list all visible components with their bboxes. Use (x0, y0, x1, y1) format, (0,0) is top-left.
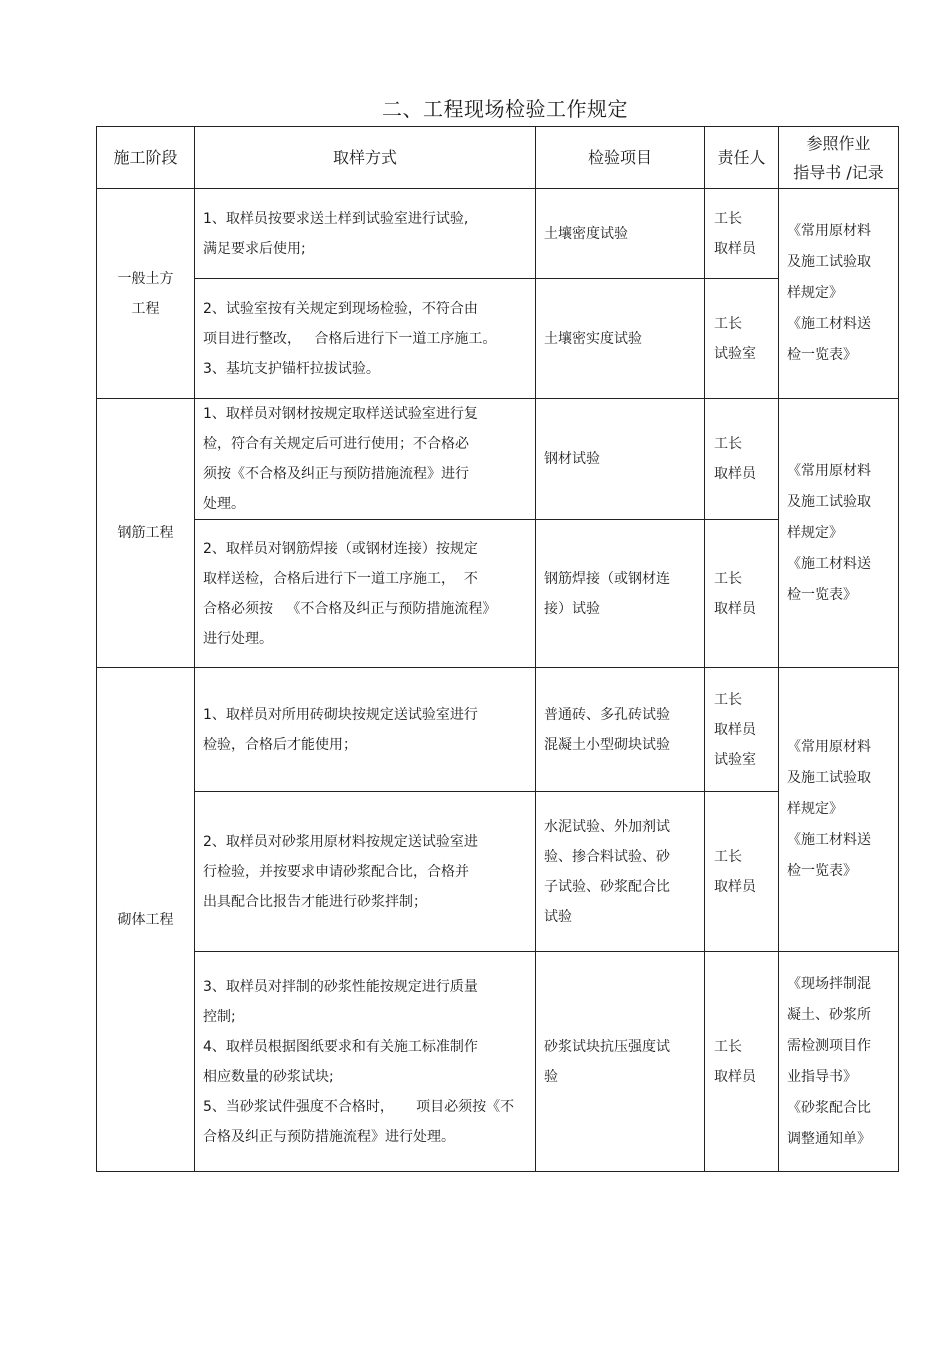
reference-cell: 《常用原材料 及施工试验取 样规定》 《施工材料送 检一览表》 (779, 189, 899, 399)
table-row (97, 952, 899, 1172)
header-method: 取样方式 (195, 127, 536, 189)
method-cell: 2、试验室按有关规定到现场检验，不符合由 项目进行整改， 合格后进行下一道工序施工。 3、基坑支护锚杆拉拔试验。 (195, 279, 536, 399)
page-title: 二、工程现场检验工作规定 (382, 97, 628, 121)
method-cell: 3、取样员对拌制的砂浆性能按规定进行质量 控制; 4、取样员根据图纸要求和有关施工标准制作 相应数量的砂浆试块; 5、当砂浆试件强度不合格时， 项目必须按《不 合格及纠正与预防措施流程》进行处理。 (195, 952, 536, 1172)
responsible-cell: 工长 取样员 试验室 (705, 668, 779, 792)
responsible-cell: 工长 取样员 (705, 189, 779, 279)
table-row (97, 279, 899, 399)
responsible-cell: 工长 取样员 (705, 952, 779, 1172)
item-cell: 钢筋焊接（或钢材连 接）试验 (536, 520, 705, 668)
item-cell: 普通砖、多孔砖试验 混凝土小型砌块试验 (536, 668, 705, 792)
responsible-cell: 工长 试验室 (705, 279, 779, 399)
reference-cell: 《常用原材料 及施工试验取 样规定》 《施工材料送 检一览表》 (779, 668, 899, 952)
stage-masonry: 砌体工程 (97, 668, 195, 1172)
method-cell: 1、取样员对钢材按规定取样送试验室进行复 检，符合有关规定后可进行使用；不合格必 须按《不合格及纠正与预防措施流程》进行 处理。 (195, 399, 536, 520)
item-cell: 钢材试验 (536, 399, 705, 520)
responsible-cell: 工长 取样员 (705, 399, 779, 520)
reference-cell: 《常用原材料 及施工试验取 样规定》 《施工材料送 检一览表》 (779, 399, 899, 668)
inspection-table (96, 126, 899, 1172)
method-cell: 1、取样员对所用砖砌块按规定送试验室进行 检验，合格后才能使用； (195, 668, 536, 792)
table-row (97, 520, 899, 668)
header-reference: 参照作业 指导书 /记录 (779, 127, 899, 189)
stage-rebar: 钢筋工程 (97, 399, 195, 668)
table-header-row (97, 127, 899, 189)
table-row (97, 399, 899, 520)
item-cell: 水泥试验、外加剂试 验、掺合料试验、砂 子试验、砂浆配合比 试验 (536, 792, 705, 952)
item-cell: 砂浆试块抗压强度试 验 (536, 952, 705, 1172)
method-cell: 1、取样员按要求送土样到试验室进行试验, 满足要求后使用; (195, 189, 536, 279)
header-stage: 施工阶段 (97, 127, 195, 189)
reference-cell: 《现场拌制混 凝土、砂浆所 需检测项目作 业指导书》 《砂浆配合比 调整通知单》 (779, 952, 899, 1172)
method-cell: 2、取样员对钢筋焊接（或钢材连接）按规定 取样送检，合格后进行下一道工序施工， 不 合格必须按 《不合格及纠正与预防措施流程》 进行处理。 (195, 520, 536, 668)
stage-earthwork: 一般土方 工程 (97, 189, 195, 399)
method-cell: 2、取样员对砂浆用原材料按规定送试验室进 行检验，并按要求申请砂浆配合比，合格并 出具配合比报告才能进行砂浆拌制； (195, 792, 536, 952)
header-item: 检验项目 (536, 127, 705, 189)
table-row (97, 189, 899, 279)
responsible-cell: 工长 取样员 (705, 520, 779, 668)
table-row (97, 792, 899, 952)
table-row (97, 668, 899, 792)
item-cell: 土壤密度试验 (536, 189, 705, 279)
header-responsible: 责任人 (705, 127, 779, 189)
responsible-cell: 工长 取样员 (705, 792, 779, 952)
item-cell: 土壤密实度试验 (536, 279, 705, 399)
